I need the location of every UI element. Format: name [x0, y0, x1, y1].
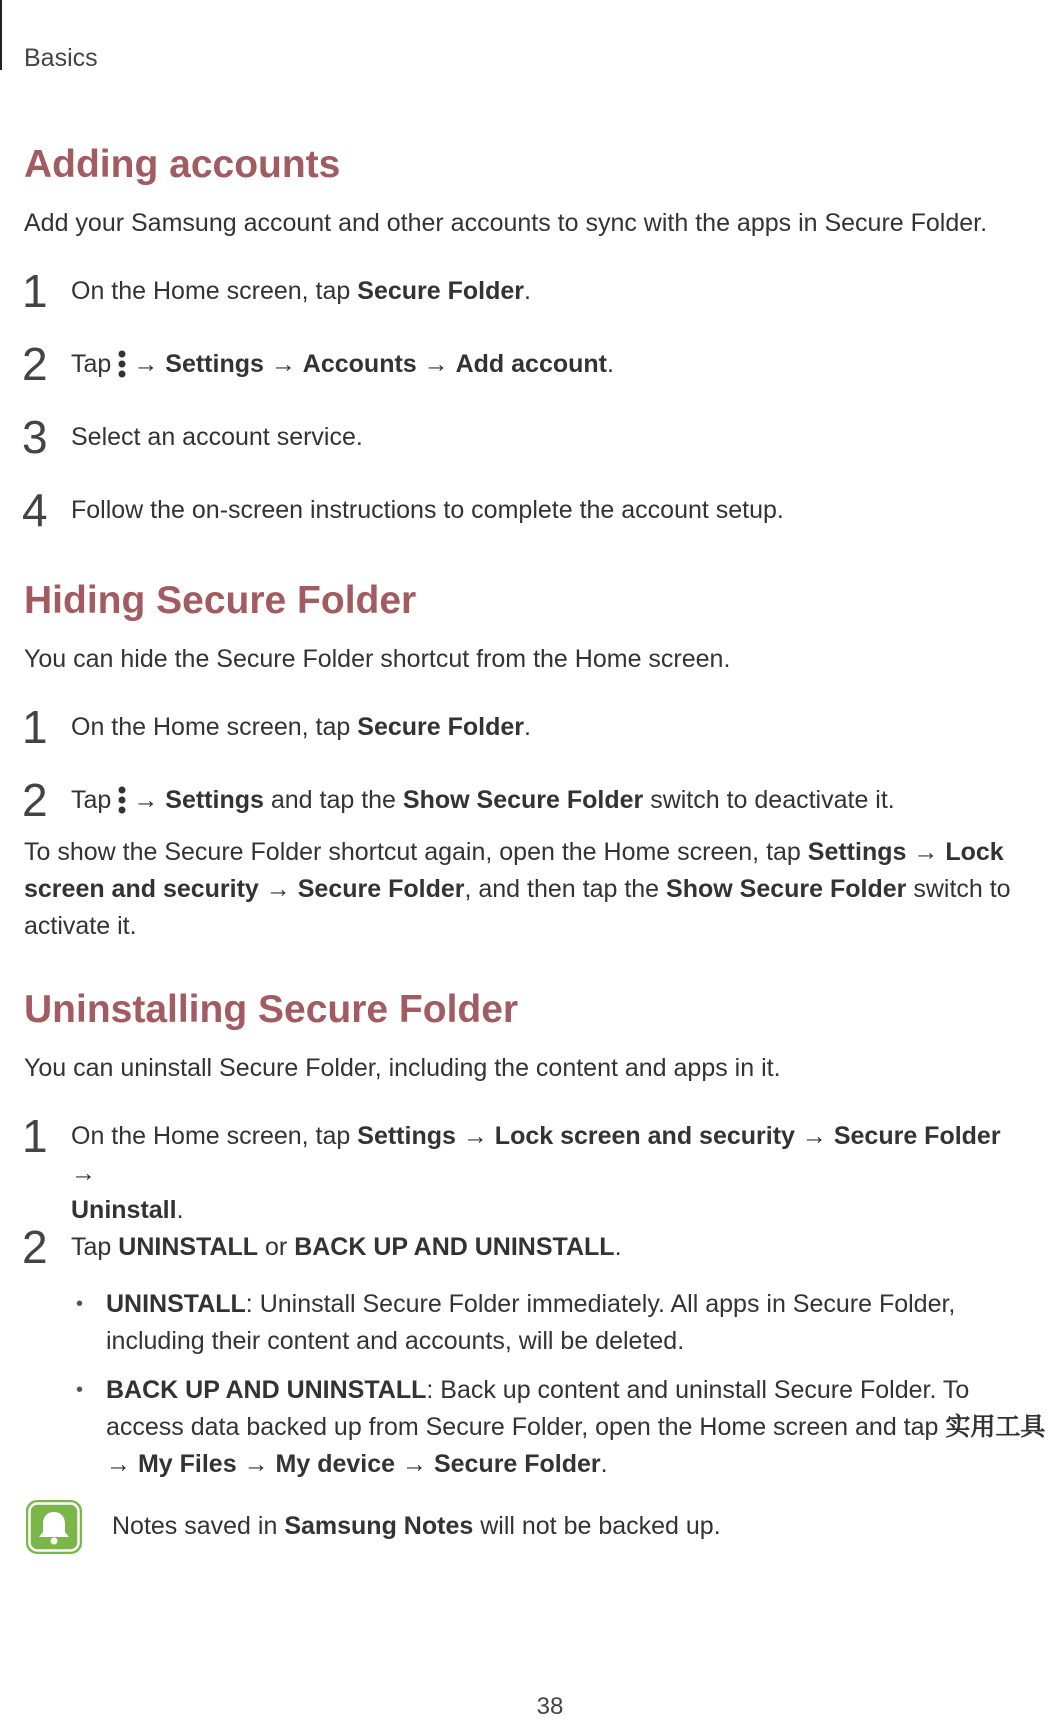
- more-options-icon: [117, 785, 127, 815]
- step-text: On the Home screen, tap Settings → Lock screen and security → Secure Folder → Uninstall.: [71, 1122, 1001, 1224]
- step-number: 4: [22, 484, 48, 536]
- step-number: 2: [22, 1221, 48, 1273]
- step-number: 1: [22, 265, 48, 317]
- step-number: 2: [22, 338, 48, 390]
- step-text: On the Home screen, tap Secure Folder.: [71, 277, 531, 305]
- notification-bell-icon: [24, 1498, 84, 1556]
- step-text: Tap → Settings and tap the Show Secure Folder switch to deactivate it.: [71, 786, 895, 814]
- step-text: Tap → Settings → Accounts → Add account.: [71, 350, 614, 378]
- chapter-header: Basics: [24, 44, 98, 72]
- bullet-icon: •: [76, 1293, 84, 1315]
- step-number: 2: [22, 774, 48, 826]
- uninstalling-intro: You can uninstall Secure Folder, including the content and apps in it.: [24, 1054, 781, 1082]
- section-title-uninstalling-secure-folder: Uninstalling Secure Folder: [24, 988, 519, 1031]
- hiding-intro: You can hide the Secure Folder shortcut from the Home screen.: [24, 645, 731, 673]
- bullet-item: BACK UP AND UNINSTALL: Back up content and uninstall Secure Folder. To access data backed up from Secure Folder, open the Home screen and tap 实用工具 → My Files → My device → Secure Folder.: [106, 1376, 1046, 1478]
- bullet-item: UNINSTALL: Uninstall Secure Folder immediately. All apps in Secure Folder, including their content and accounts, will be deleted.: [106, 1290, 956, 1355]
- side-rule: [0, 0, 2, 70]
- hiding-reshow-note: To show the Secure Folder shortcut again, open the Home screen, tap Settings → Lock screen and security → Secure Folder, and then tap the Show Secure Folder switch to activate it.: [24, 838, 1011, 940]
- section-title-adding-accounts: Adding accounts: [24, 143, 341, 186]
- step-text: On the Home screen, tap Secure Folder.: [71, 713, 531, 741]
- note-text: Notes saved in Samsung Notes will not be backed up.: [112, 1512, 721, 1540]
- step-text: Follow the on-screen instructions to complete the account setup.: [71, 496, 784, 524]
- step-number: 3: [22, 411, 48, 463]
- step-text: Select an account service.: [71, 423, 363, 451]
- more-options-icon: [117, 349, 127, 379]
- step-number: 1: [22, 701, 48, 753]
- step-number: 1: [22, 1110, 48, 1162]
- section-title-hiding-secure-folder: Hiding Secure Folder: [24, 579, 417, 622]
- adding-intro: Add your Samsung account and other accounts to sync with the apps in Secure Folder.: [24, 209, 988, 237]
- page-number: 38: [536, 1693, 564, 1720]
- step-text: Tap UNINSTALL or BACK UP AND UNINSTALL.: [71, 1233, 622, 1261]
- bullet-icon: •: [76, 1379, 84, 1401]
